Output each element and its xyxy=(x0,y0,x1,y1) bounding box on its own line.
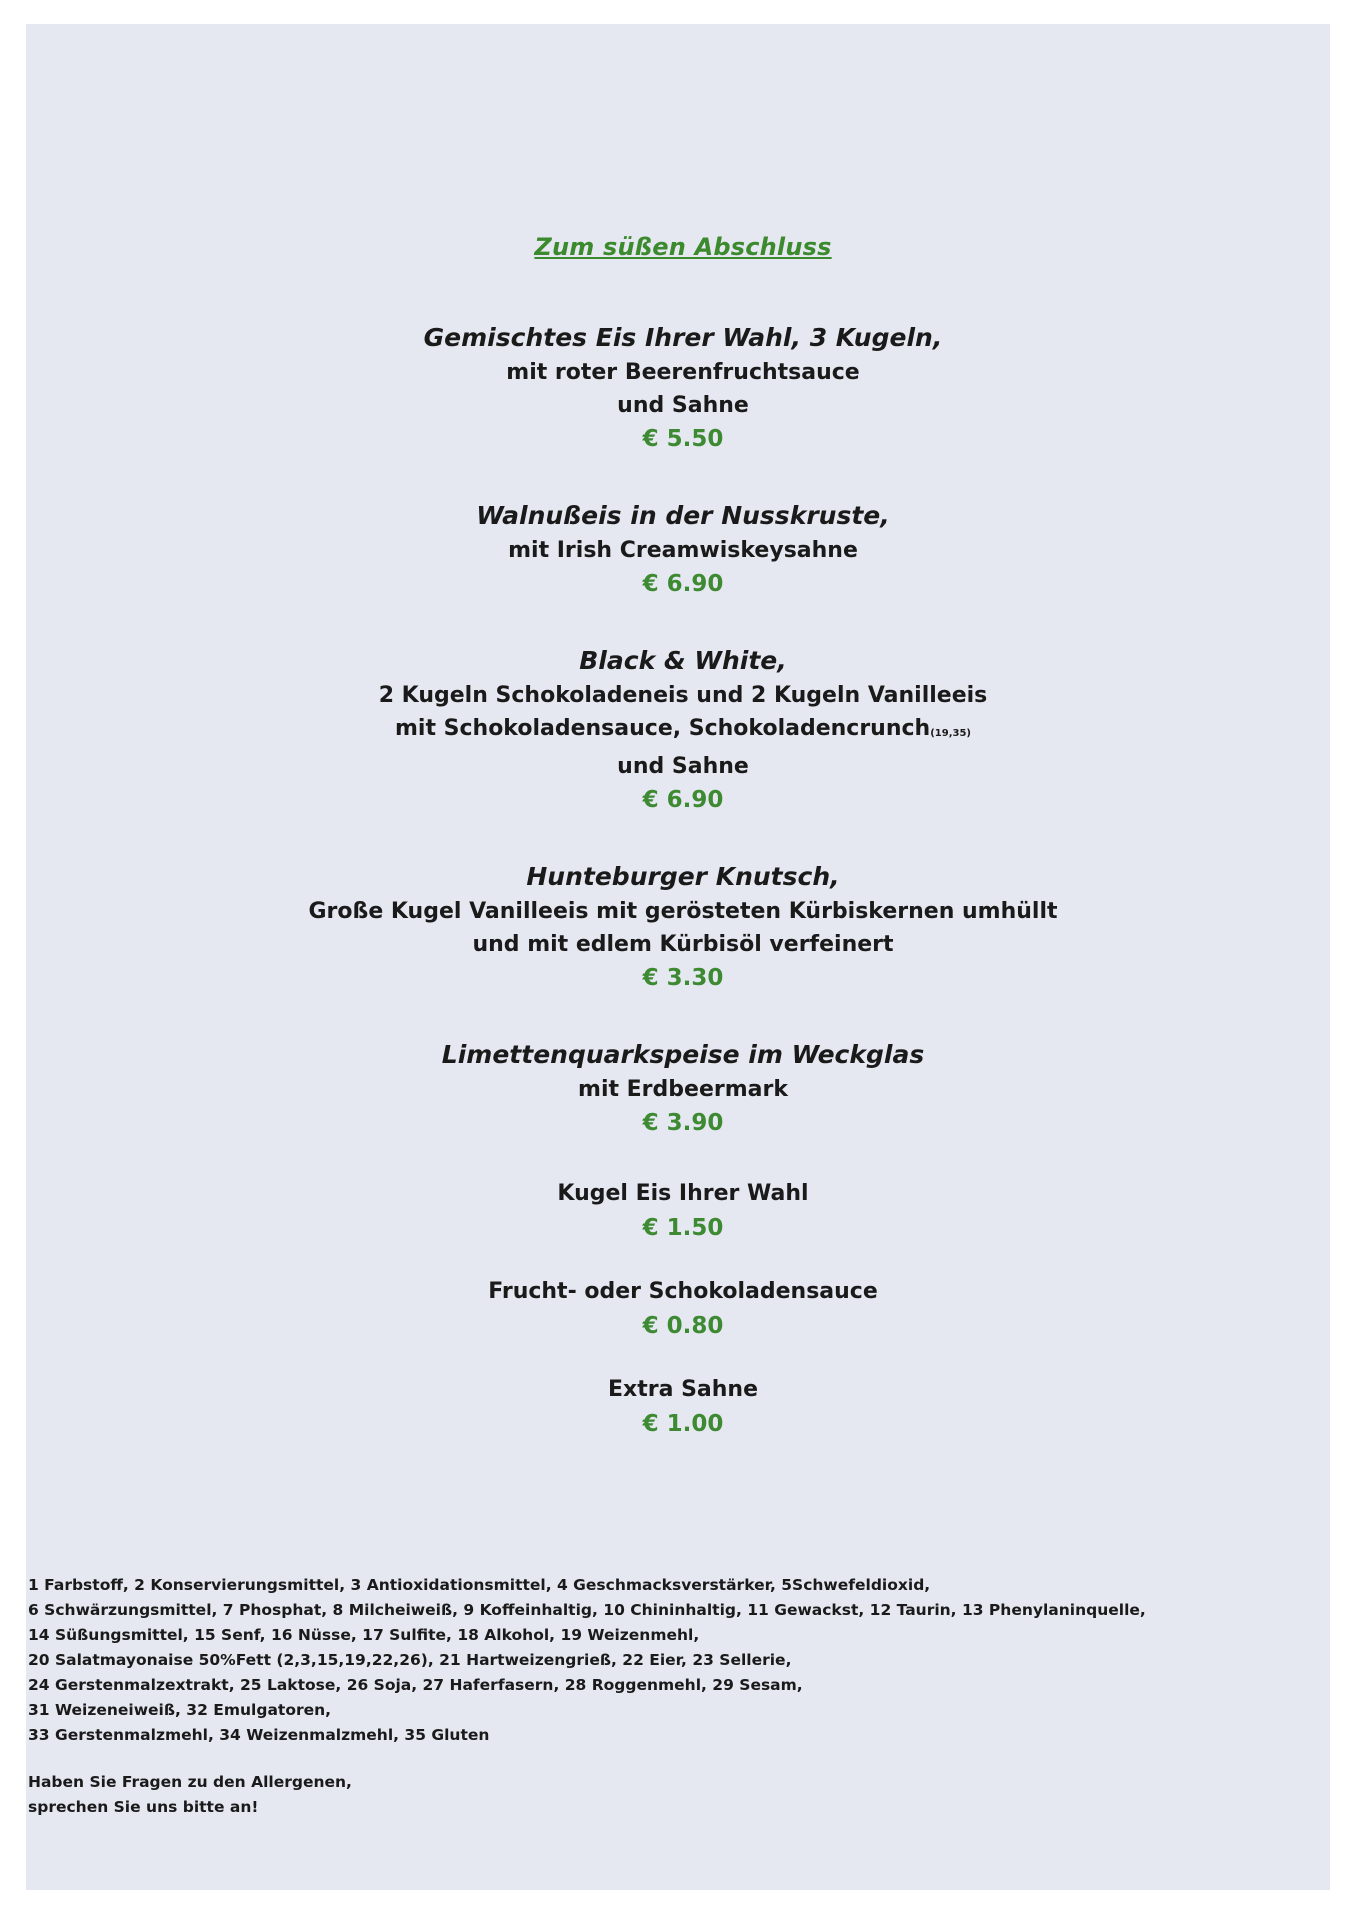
extra-item xyxy=(0,1275,1366,1343)
question-line: sprechen Sie uns bitte an! xyxy=(28,1798,259,1816)
allergen-line: 33 Gerstenmalzmehl, 34 Weizenmalzmehl, 35 Gluten xyxy=(28,1726,490,1744)
allergen-line: 20 Salatmayonaise 50%Fett (2,3,15,19,22,26), 21 Hartweizengrieß, 22 Eier, 23 Sellerie, xyxy=(28,1651,792,1669)
item-description: und Sahne xyxy=(617,393,749,418)
menu-item xyxy=(0,500,1366,601)
item-description-text: mit Schokoladensauce, Schokoladencrunch xyxy=(395,716,931,741)
extra-price: € 1.00 xyxy=(642,1411,724,1437)
item-description: und Sahne xyxy=(617,754,749,779)
section-title: Zum süßen Abschluss xyxy=(534,233,832,261)
item-description: 2 Kugeln Schokoladeneis und 2 Kugeln Vanilleeis xyxy=(378,683,988,708)
dessert-list xyxy=(0,322,1366,1184)
menu-item xyxy=(0,1039,1366,1140)
extra-item xyxy=(0,1177,1366,1245)
item-price: € 6.90 xyxy=(642,571,724,597)
extra-price: € 0.80 xyxy=(642,1313,724,1339)
allergen-line: 31 Weizeneiweiß, 32 Emulgatoren, xyxy=(28,1701,332,1719)
item-price: € 3.90 xyxy=(642,1110,724,1136)
allergen-line: 1 Farbstoff, 2 Konservierungsmittel, 3 Antioxidationsmittel, 4 Geschmacksverstärker, 5Schwefeldioxid, xyxy=(28,1576,931,1594)
allergen-line: 14 Süßungsmittel, 15 Senf, 16 Nüsse, 17 Sulfite, 18 Alkohol, 19 Weizenmehl, xyxy=(28,1626,700,1644)
menu-item xyxy=(0,645,1366,817)
item-name: Black & White, xyxy=(579,646,787,675)
extra-name: Extra Sahne xyxy=(607,1377,759,1402)
menu-item xyxy=(0,861,1366,995)
item-name: Hunteburger Knutsch, xyxy=(526,862,840,891)
allergen-question xyxy=(28,1770,352,1820)
item-price: € 5.50 xyxy=(642,426,724,452)
extra-price: € 1.50 xyxy=(642,1215,724,1241)
item-name: Limettenquarkspeise im Weckglas xyxy=(441,1040,925,1069)
extra-name: Frucht- oder Schokoladensauce xyxy=(488,1279,878,1304)
item-description: Große Kugel Vanilleeis mit gerösteten Kürbiskernen umhüllt xyxy=(308,899,1058,924)
allergen-legend xyxy=(28,1573,1328,1748)
item-description: mit Erdbeermark xyxy=(578,1077,788,1102)
item-name: Walnußeis in der Nusskruste, xyxy=(476,501,890,530)
question-line: Haben Sie Fragen zu den Allergenen, xyxy=(28,1773,352,1791)
extras-list xyxy=(0,1177,1366,1471)
item-name: Gemischtes Eis Ihrer Wahl, 3 Kugeln, xyxy=(423,323,943,352)
item-price: € 6.90 xyxy=(642,787,724,813)
item-price: € 3.30 xyxy=(642,965,724,991)
item-description: mit roter Beerenfruchtsauce xyxy=(506,360,860,385)
extra-name: Kugel Eis Ihrer Wahl xyxy=(557,1181,809,1206)
allergen-note: (19,35) xyxy=(930,728,971,739)
allergen-line: 24 Gerstenmalzextrakt, 25 Laktose, 26 Soja, 27 Haferfasern, 28 Roggenmehl, 29 Sesam, xyxy=(28,1676,803,1694)
extra-item xyxy=(0,1373,1366,1441)
item-description xyxy=(0,712,1366,750)
item-description: und mit edlem Kürbisöl verfeinert xyxy=(472,932,894,957)
item-description: mit Irish Creamwiskeysahne xyxy=(508,538,858,563)
allergen-line: 6 Schwärzungsmittel, 7 Phosphat, 8 Milcheiweiß, 9 Koffeinhaltig, 10 Chininhaltig, 11 Gewackst, 12 Taurin, 13 Phenylaninquelle, xyxy=(28,1601,1146,1619)
menu-item xyxy=(0,322,1366,456)
